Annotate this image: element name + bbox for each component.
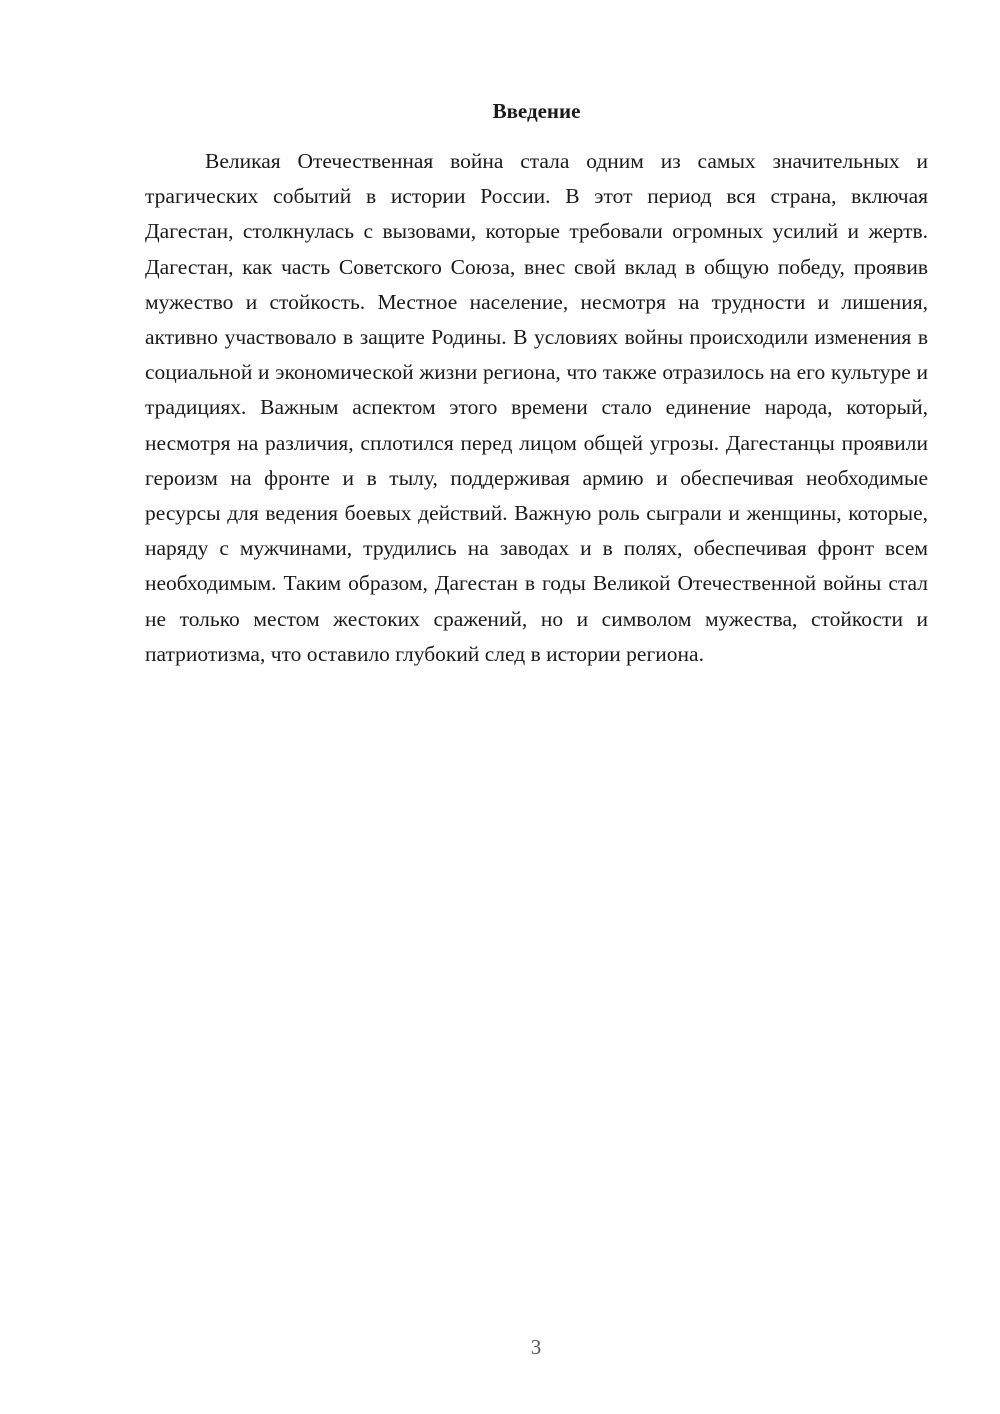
page-number: 3 — [530, 1335, 542, 1359]
introduction-paragraph: Великая Отечественная война стала одним из самых значительных и трагических событий в истории России. В этот период вся страна, включая Дагестан, столкнулась с вызовами, которые требовали огромных усилий и жертв. Дагестан, как часть Советского Союза, внес свой вклад в общую победу, проявив мужество и стойкость. Местное население, несмотря на трудности и лишения, активно участвовало в защите Родины. В условиях войны происходили изменения в социальной и экономической жизни региона, что также отразилось на его культуре и традициях. Важным аспектом этого времени стало единение народа, который, несмотря на различия, сплотился перед лицом общей угрозы. Дагестанцы проявили героизм на фронте и в тылу, поддерживая армию и обеспечивая необходимые ресурсы для ведения боевых действий. Важную роль сыграли и женщины, которые, наряду с мужчинами, трудились на заводах и в полях, обеспечивая фронт всем необходимым. Таким образом, Дагестан в годы Великой Отечественной войны стал не только местом жестоких сражений, но и символом мужества, стойкости и патриотизма, что оставило глубокий след в истории региона. — [145, 149, 928, 666]
section-heading: Введение — [492, 99, 581, 123]
